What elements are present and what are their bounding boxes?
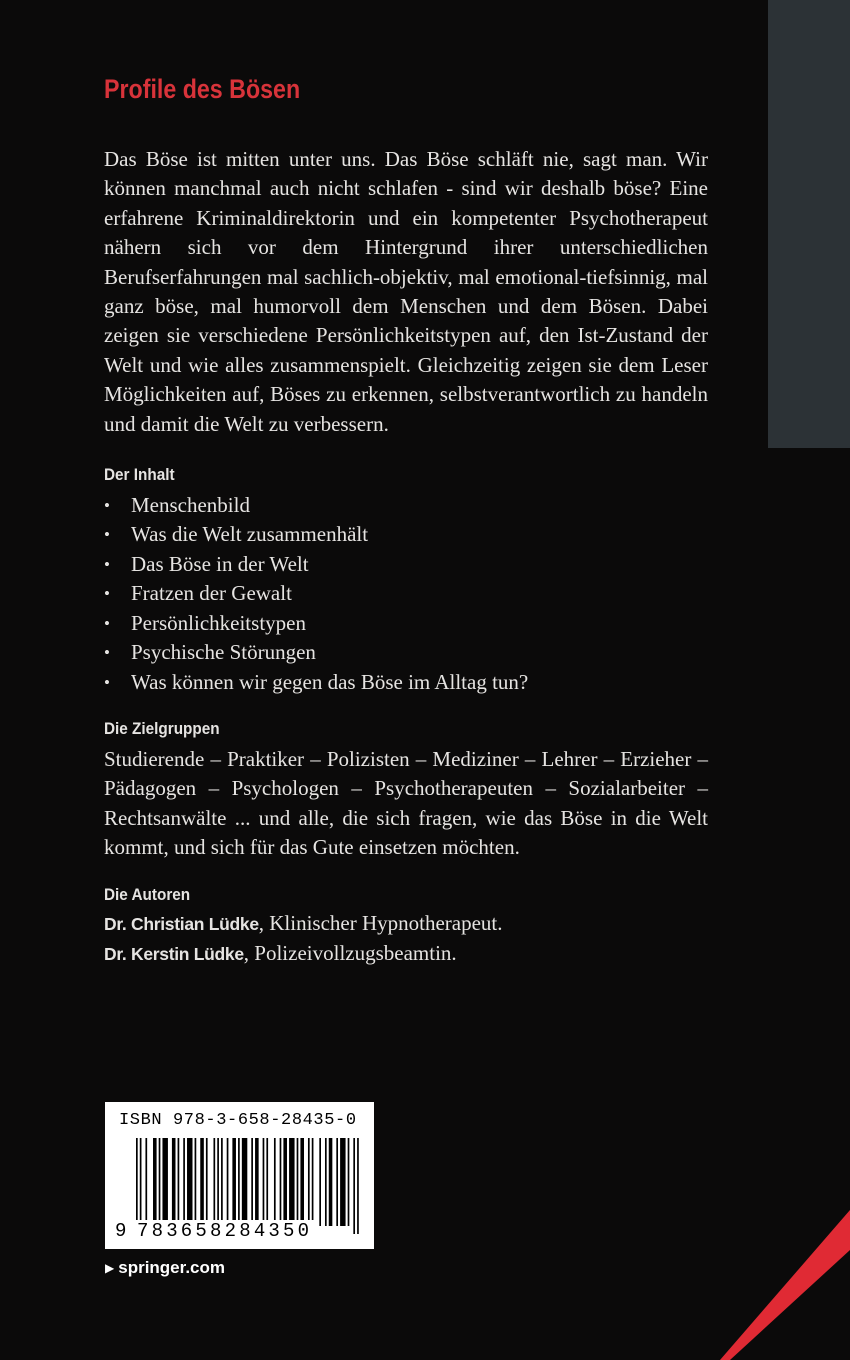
- publisher-url: springer.com: [118, 1258, 225, 1277]
- barcode-bar: [178, 1138, 180, 1226]
- barcode-bar: [325, 1138, 327, 1226]
- barcode-bar: [274, 1138, 276, 1226]
- list-item: • Menschenbild: [104, 491, 708, 520]
- barcode-bar: [206, 1138, 208, 1226]
- barcode-bar: [238, 1138, 240, 1226]
- barcode-bar: [217, 1138, 219, 1226]
- list-item: • Was können wir gegen das Böse im Alltag tun?: [104, 668, 708, 697]
- list-item: • Fratzen der Gewalt: [104, 579, 708, 608]
- barcode-bar: [213, 1138, 215, 1226]
- barcode-bar: [340, 1138, 345, 1226]
- list-item: • Was die Welt zusammenhält: [104, 520, 708, 549]
- blurb-paragraph: Das Böse ist mitten unter uns. Das Böse schläft nie, sagt man. Wir können manchmal auch nicht schlafen - sind wir deshalb böse? Eine erfahrene Kriminaldirektorin und ein kompetenter Psychotherapeut nähern sich vor dem Hintergrund ihrer unterschiedlichen Berufserfahrungen mal sachlich-objektiv, mal emotional-tiefsinnig, mal ganz böse, mal humorvoll dem Menschen und dem Bösen. Dabei zeigen sie verschiedene Persönlichkeitstypen auf, den Ist-Zustand der Welt und wie alles zusammenspielt. Gleichzeitig zeigen sie dem Leser Möglichkeiten auf, Böses zu erkennen, selbstverantwortlich zu handeln und damit die Welt zu verbessern.: [104, 147, 708, 436]
- barcode-bar: [357, 1138, 359, 1234]
- author-line: [104, 939, 708, 969]
- barcode-bar: [297, 1138, 299, 1226]
- barcode-bar: [195, 1138, 197, 1226]
- barcode-bar: [145, 1138, 147, 1226]
- barcode-bar: [300, 1138, 304, 1226]
- barcode-bar: [348, 1138, 350, 1226]
- barcode-bar: [319, 1138, 321, 1226]
- barcode-bar: [153, 1138, 157, 1226]
- publisher-link[interactable]: [105, 1258, 225, 1278]
- barcode-bar: [266, 1138, 268, 1226]
- barcode-bar: [232, 1138, 236, 1226]
- barcode-bar: [172, 1138, 176, 1226]
- isbn-label: ISBN 978-3-658-28435-0: [119, 1111, 357, 1130]
- barcode-bar: [183, 1138, 185, 1226]
- back-cover-text: [104, 74, 708, 969]
- audience-text: Studierende – Praktiker – Polizisten – Mediziner – Lehrer – Erzieher – Pädagogen – Psychologen – Psychotherapeuten – Sozialarbeiter – Rechtsanwälte ... und alle, die sich fragen, wie das Böse in die Welt kommt, und sich für das Gute einsetzen möchten.: [104, 746, 708, 860]
- barcode-bar: [336, 1138, 338, 1226]
- contents-list: [104, 491, 708, 697]
- barcode-bar: [329, 1138, 333, 1226]
- author-role: , Polizeivollzugsbeamtin.: [243, 940, 457, 965]
- author-role: , Klinischer Hypnotherapeut.: [258, 910, 503, 935]
- barcode-bar: [280, 1138, 282, 1226]
- author-name: Dr. Christian Lüdke: [104, 913, 259, 934]
- author-line: [104, 909, 708, 939]
- barcode-bar: [187, 1138, 192, 1226]
- list-item: • Das Böse in der Welt: [104, 550, 708, 579]
- barcode-bar: [200, 1138, 204, 1226]
- list-item: • Persönlichkeitstypen: [104, 609, 708, 638]
- red-slash-graphic: [690, 1190, 850, 1360]
- barcode-bar: [312, 1138, 314, 1226]
- side-color-panel: [768, 0, 850, 448]
- ean-digits: 783658284350: [137, 1220, 313, 1242]
- authors-heading: Die Autoren: [104, 884, 191, 904]
- barcode-bar: [263, 1138, 265, 1226]
- barcode-bar: [289, 1138, 294, 1226]
- barcode-bar: [227, 1138, 229, 1226]
- barcode-bar: [162, 1138, 167, 1226]
- list-item: • Psychische Störungen: [104, 638, 708, 667]
- contents-heading: Der Inhalt: [104, 465, 175, 485]
- book-title: Profile des Bösen: [104, 74, 301, 104]
- isbn-barcode: [105, 1102, 374, 1249]
- barcode-bar: [283, 1138, 287, 1226]
- barcode-bar: [159, 1138, 161, 1226]
- audience-heading: Die Zielgruppen: [104, 718, 220, 738]
- barcode-bar: [308, 1138, 310, 1226]
- play-arrow-icon: ▶: [105, 1261, 115, 1275]
- barcode-bar: [353, 1138, 355, 1234]
- barcode-bar: [221, 1138, 223, 1226]
- ean-first-digit: 9: [115, 1220, 127, 1242]
- author-name: Dr. Kerstin Lüdke: [104, 943, 244, 964]
